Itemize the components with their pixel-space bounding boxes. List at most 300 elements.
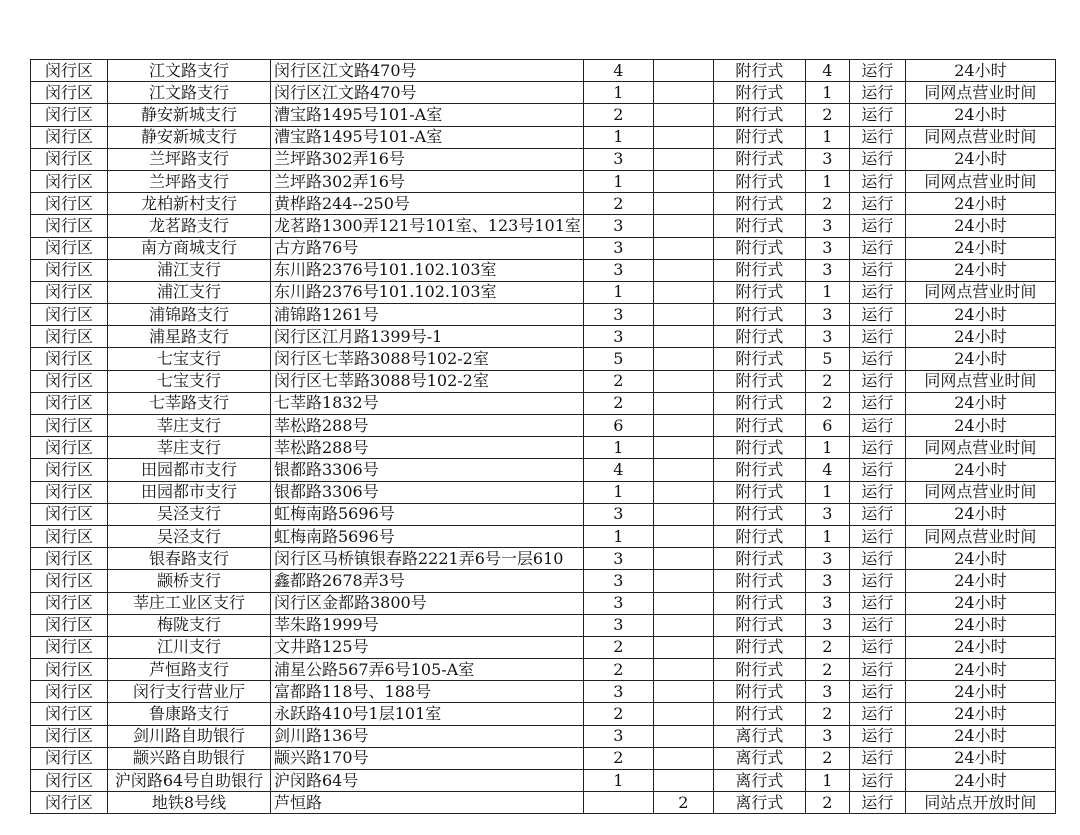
type-cell: 附行式 — [713, 304, 805, 326]
district-cell: 闵行区 — [31, 792, 108, 814]
extra-count-cell — [653, 215, 713, 237]
count-cell: 2 — [583, 747, 653, 769]
status-cell: 运行 — [849, 259, 905, 281]
hours-cell: 同网点营业时间 — [905, 437, 1055, 459]
district-cell: 闵行区 — [31, 570, 108, 592]
address-cell: 闵行区金都路3800号 — [271, 592, 584, 614]
quantity-cell: 2 — [805, 104, 849, 126]
extra-count-cell — [653, 503, 713, 525]
address-cell: 沪闵路64号 — [271, 770, 584, 792]
count-cell: 1 — [583, 770, 653, 792]
branch-cell: 鲁康路支行 — [108, 703, 271, 725]
quantity-cell: 3 — [805, 570, 849, 592]
table-row — [31, 281, 1056, 303]
hours-cell: 24小时 — [905, 548, 1055, 570]
table-row — [31, 259, 1056, 281]
type-cell: 附行式 — [713, 614, 805, 636]
table-row — [31, 348, 1056, 370]
quantity-cell: 3 — [805, 304, 849, 326]
hours-cell: 24小时 — [905, 592, 1055, 614]
address-cell: 芦恒路 — [271, 792, 584, 814]
table-row — [31, 415, 1056, 437]
quantity-cell: 3 — [805, 326, 849, 348]
extra-count-cell — [653, 459, 713, 481]
status-cell: 运行 — [849, 326, 905, 348]
table-row — [31, 659, 1056, 681]
hours-cell: 24小时 — [905, 148, 1055, 170]
branch-cell: 浦江支行 — [108, 259, 271, 281]
count-cell: 6 — [583, 415, 653, 437]
address-cell: 东川路2376号101.102.103室 — [271, 281, 584, 303]
table-row — [31, 570, 1056, 592]
extra-count-cell — [653, 725, 713, 747]
count-cell: 5 — [583, 348, 653, 370]
extra-count-cell — [653, 437, 713, 459]
extra-count-cell — [653, 548, 713, 570]
district-cell: 闵行区 — [31, 525, 108, 547]
district-cell: 闵行区 — [31, 770, 108, 792]
extra-count-cell — [653, 348, 713, 370]
district-cell: 闵行区 — [31, 437, 108, 459]
district-cell: 闵行区 — [31, 503, 108, 525]
district-cell: 闵行区 — [31, 703, 108, 725]
count-cell: 2 — [583, 703, 653, 725]
count-cell: 3 — [583, 503, 653, 525]
count-cell: 3 — [583, 326, 653, 348]
address-cell: 富都路118号、188号 — [271, 681, 584, 703]
type-cell: 离行式 — [713, 725, 805, 747]
table-row — [31, 193, 1056, 215]
quantity-cell: 1 — [805, 770, 849, 792]
type-cell: 附行式 — [713, 326, 805, 348]
table-row — [31, 104, 1056, 126]
quantity-cell: 3 — [805, 237, 849, 259]
branch-cell: 剑川路自助银行 — [108, 725, 271, 747]
count-cell: 3 — [583, 215, 653, 237]
quantity-cell: 2 — [805, 703, 849, 725]
branch-cell: 江文路支行 — [108, 82, 271, 104]
district-cell: 闵行区 — [31, 304, 108, 326]
status-cell: 运行 — [849, 304, 905, 326]
address-cell: 兰坪路302弄16号 — [271, 148, 584, 170]
hours-cell: 24小时 — [905, 237, 1055, 259]
extra-count-cell — [653, 747, 713, 769]
table-row — [31, 481, 1056, 503]
status-cell: 运行 — [849, 348, 905, 370]
branch-cell: 江川支行 — [108, 636, 271, 658]
address-cell: 鑫都路2678弄3号 — [271, 570, 584, 592]
district-cell: 闵行区 — [31, 681, 108, 703]
address-cell: 闵行区七莘路3088号102-2室 — [271, 348, 584, 370]
status-cell: 运行 — [849, 659, 905, 681]
table-row — [31, 304, 1056, 326]
table-row — [31, 392, 1056, 414]
hours-cell: 24小时 — [905, 104, 1055, 126]
count-cell: 3 — [583, 681, 653, 703]
hours-cell: 同网点营业时间 — [905, 525, 1055, 547]
status-cell: 运行 — [849, 592, 905, 614]
branch-cell: 沪闵路64号自助银行 — [108, 770, 271, 792]
type-cell: 附行式 — [713, 636, 805, 658]
type-cell: 附行式 — [713, 681, 805, 703]
branch-cell: 颛兴路自助银行 — [108, 747, 271, 769]
status-cell: 运行 — [849, 415, 905, 437]
type-cell: 附行式 — [713, 370, 805, 392]
count-cell: 3 — [583, 570, 653, 592]
branch-cell: 七宝支行 — [108, 348, 271, 370]
count-cell: 3 — [583, 614, 653, 636]
district-cell: 闵行区 — [31, 592, 108, 614]
table-row — [31, 681, 1056, 703]
count-cell: 1 — [583, 437, 653, 459]
table-row — [31, 725, 1056, 747]
district-cell: 闵行区 — [31, 481, 108, 503]
district-cell: 闵行区 — [31, 614, 108, 636]
district-cell: 闵行区 — [31, 348, 108, 370]
table-row — [31, 60, 1056, 82]
quantity-cell: 1 — [805, 281, 849, 303]
table-row — [31, 326, 1056, 348]
branch-cell: 地铁8号线 — [108, 792, 271, 814]
extra-count-cell — [653, 592, 713, 614]
type-cell: 离行式 — [713, 770, 805, 792]
extra-count-cell — [653, 481, 713, 503]
quantity-cell: 5 — [805, 348, 849, 370]
count-cell: 2 — [583, 636, 653, 658]
count-cell: 3 — [583, 304, 653, 326]
hours-cell: 24小时 — [905, 747, 1055, 769]
status-cell: 运行 — [849, 237, 905, 259]
hours-cell: 24小时 — [905, 570, 1055, 592]
address-cell: 黄桦路244--250号 — [271, 193, 584, 215]
branch-cell: 静安新城支行 — [108, 126, 271, 148]
quantity-cell: 3 — [805, 614, 849, 636]
extra-count-cell — [653, 304, 713, 326]
quantity-cell: 2 — [805, 193, 849, 215]
type-cell: 附行式 — [713, 215, 805, 237]
type-cell: 附行式 — [713, 82, 805, 104]
type-cell: 附行式 — [713, 570, 805, 592]
district-cell: 闵行区 — [31, 415, 108, 437]
status-cell: 运行 — [849, 126, 905, 148]
branch-cell: 浦江支行 — [108, 281, 271, 303]
extra-count-cell — [653, 370, 713, 392]
quantity-cell: 3 — [805, 681, 849, 703]
table-row — [31, 792, 1056, 814]
table-row — [31, 437, 1056, 459]
status-cell: 运行 — [849, 148, 905, 170]
extra-count-cell — [653, 614, 713, 636]
address-cell: 银都路3306号 — [271, 459, 584, 481]
hours-cell: 24小时 — [905, 770, 1055, 792]
extra-count-cell — [653, 659, 713, 681]
hours-cell: 24小时 — [905, 659, 1055, 681]
address-cell: 银都路3306号 — [271, 481, 584, 503]
quantity-cell: 1 — [805, 437, 849, 459]
extra-count-cell — [653, 126, 713, 148]
hours-cell: 24小时 — [905, 614, 1055, 636]
branch-cell: 颛桥支行 — [108, 570, 271, 592]
extra-count-cell — [653, 281, 713, 303]
status-cell: 运行 — [849, 193, 905, 215]
status-cell: 运行 — [849, 770, 905, 792]
district-cell: 闵行区 — [31, 126, 108, 148]
hours-cell: 同站点开放时间 — [905, 792, 1055, 814]
district-cell: 闵行区 — [31, 548, 108, 570]
address-cell: 漕宝路1495号101-A室 — [271, 126, 584, 148]
quantity-cell: 1 — [805, 170, 849, 192]
branch-cell: 江文路支行 — [108, 60, 271, 82]
quantity-cell: 2 — [805, 370, 849, 392]
hours-cell: 24小时 — [905, 60, 1055, 82]
branch-cell: 吴泾支行 — [108, 503, 271, 525]
count-cell: 1 — [583, 170, 653, 192]
table-row — [31, 636, 1056, 658]
branch-cell: 南方商城支行 — [108, 237, 271, 259]
district-cell: 闵行区 — [31, 725, 108, 747]
quantity-cell: 3 — [805, 548, 849, 570]
district-cell: 闵行区 — [31, 326, 108, 348]
type-cell: 附行式 — [713, 148, 805, 170]
hours-cell: 24小时 — [905, 725, 1055, 747]
quantity-cell: 2 — [805, 659, 849, 681]
extra-count-cell — [653, 193, 713, 215]
district-cell: 闵行区 — [31, 82, 108, 104]
extra-count-cell — [653, 104, 713, 126]
address-cell: 龙茗路1300弄121号101室、123号101室 — [271, 215, 584, 237]
district-cell: 闵行区 — [31, 104, 108, 126]
branch-cell: 龙茗路支行 — [108, 215, 271, 237]
hours-cell: 24小时 — [905, 326, 1055, 348]
count-cell: 2 — [583, 392, 653, 414]
quantity-cell: 4 — [805, 459, 849, 481]
quantity-cell: 3 — [805, 592, 849, 614]
extra-count-cell — [653, 60, 713, 82]
status-cell: 运行 — [849, 747, 905, 769]
table-row — [31, 703, 1056, 725]
type-cell: 附行式 — [713, 104, 805, 126]
table-row — [31, 82, 1056, 104]
address-cell: 闵行区七莘路3088号102-2室 — [271, 370, 584, 392]
count-cell: 2 — [583, 370, 653, 392]
hours-cell: 24小时 — [905, 703, 1055, 725]
type-cell: 附行式 — [713, 503, 805, 525]
count-cell: 2 — [583, 659, 653, 681]
hours-cell: 24小时 — [905, 215, 1055, 237]
count-cell: 3 — [583, 237, 653, 259]
type-cell: 附行式 — [713, 60, 805, 82]
status-cell: 运行 — [849, 570, 905, 592]
branch-cell: 田园都市支行 — [108, 481, 271, 503]
address-cell: 莘松路288号 — [271, 415, 584, 437]
quantity-cell: 1 — [805, 525, 849, 547]
count-cell — [583, 792, 653, 814]
address-cell: 闵行区江文路470号 — [271, 60, 584, 82]
type-cell: 附行式 — [713, 259, 805, 281]
table-row — [31, 170, 1056, 192]
type-cell: 附行式 — [713, 481, 805, 503]
extra-count-cell — [653, 392, 713, 414]
extra-count-cell — [653, 681, 713, 703]
type-cell: 附行式 — [713, 193, 805, 215]
address-cell: 闵行区江文路470号 — [271, 82, 584, 104]
district-cell: 闵行区 — [31, 459, 108, 481]
branch-cell: 兰坪路支行 — [108, 170, 271, 192]
hours-cell: 24小时 — [905, 459, 1055, 481]
hours-cell: 同网点营业时间 — [905, 481, 1055, 503]
status-cell: 运行 — [849, 525, 905, 547]
branch-cell: 七莘路支行 — [108, 392, 271, 414]
hours-cell: 同网点营业时间 — [905, 281, 1055, 303]
quantity-cell: 1 — [805, 82, 849, 104]
status-cell: 运行 — [849, 82, 905, 104]
type-cell: 附行式 — [713, 126, 805, 148]
district-cell: 闵行区 — [31, 215, 108, 237]
count-cell: 3 — [583, 592, 653, 614]
district-cell: 闵行区 — [31, 237, 108, 259]
hours-cell: 24小时 — [905, 304, 1055, 326]
type-cell: 附行式 — [713, 437, 805, 459]
hours-cell: 同网点营业时间 — [905, 126, 1055, 148]
district-cell: 闵行区 — [31, 60, 108, 82]
status-cell: 运行 — [849, 170, 905, 192]
district-cell: 闵行区 — [31, 193, 108, 215]
branch-cell: 莘庄工业区支行 — [108, 592, 271, 614]
table-row — [31, 126, 1056, 148]
table-row — [31, 237, 1056, 259]
status-cell: 运行 — [849, 459, 905, 481]
extra-count-cell: 2 — [653, 792, 713, 814]
status-cell: 运行 — [849, 725, 905, 747]
address-cell: 颛兴路170号 — [271, 747, 584, 769]
branch-cell: 银春路支行 — [108, 548, 271, 570]
hours-cell: 24小时 — [905, 348, 1055, 370]
table-row — [31, 503, 1056, 525]
branch-cell: 芦恒路支行 — [108, 659, 271, 681]
hours-cell: 同网点营业时间 — [905, 170, 1055, 192]
quantity-cell: 4 — [805, 60, 849, 82]
table-row — [31, 148, 1056, 170]
district-cell: 闵行区 — [31, 170, 108, 192]
status-cell: 运行 — [849, 703, 905, 725]
branch-cell: 兰坪路支行 — [108, 148, 271, 170]
branch-cell: 龙柏新村支行 — [108, 193, 271, 215]
type-cell: 离行式 — [713, 792, 805, 814]
count-cell: 3 — [583, 725, 653, 747]
table-row — [31, 614, 1056, 636]
extra-count-cell — [653, 703, 713, 725]
hours-cell: 24小时 — [905, 681, 1055, 703]
count-cell: 1 — [583, 281, 653, 303]
quantity-cell: 6 — [805, 415, 849, 437]
count-cell: 2 — [583, 104, 653, 126]
type-cell: 附行式 — [713, 592, 805, 614]
address-cell: 剑川路136号 — [271, 725, 584, 747]
status-cell: 运行 — [849, 636, 905, 658]
district-cell: 闵行区 — [31, 370, 108, 392]
type-cell: 附行式 — [713, 525, 805, 547]
type-cell: 附行式 — [713, 548, 805, 570]
quantity-cell: 2 — [805, 747, 849, 769]
hours-cell: 24小时 — [905, 259, 1055, 281]
extra-count-cell — [653, 636, 713, 658]
extra-count-cell — [653, 570, 713, 592]
extra-count-cell — [653, 148, 713, 170]
status-cell: 运行 — [849, 614, 905, 636]
status-cell: 运行 — [849, 548, 905, 570]
extra-count-cell — [653, 415, 713, 437]
status-cell: 运行 — [849, 392, 905, 414]
district-cell: 闵行区 — [31, 259, 108, 281]
status-cell: 运行 — [849, 481, 905, 503]
address-cell: 虹梅南路5696号 — [271, 525, 584, 547]
type-cell: 附行式 — [713, 348, 805, 370]
address-cell: 七莘路1832号 — [271, 392, 584, 414]
status-cell: 运行 — [849, 281, 905, 303]
hours-cell: 24小时 — [905, 392, 1055, 414]
address-cell: 永跃路410号1层101室 — [271, 703, 584, 725]
hours-cell: 24小时 — [905, 193, 1055, 215]
district-cell: 闵行区 — [31, 636, 108, 658]
branch-cell: 七宝支行 — [108, 370, 271, 392]
count-cell: 4 — [583, 60, 653, 82]
address-cell: 东川路2376号101.102.103室 — [271, 259, 584, 281]
extra-count-cell — [653, 82, 713, 104]
address-cell: 闵行区马桥镇银春路2221弄6号一层610 — [271, 548, 584, 570]
district-cell: 闵行区 — [31, 281, 108, 303]
status-cell: 运行 — [849, 681, 905, 703]
table-row — [31, 459, 1056, 481]
table-row — [31, 747, 1056, 769]
table-row — [31, 548, 1056, 570]
quantity-cell: 1 — [805, 481, 849, 503]
status-cell: 运行 — [849, 215, 905, 237]
branch-cell: 莘庄支行 — [108, 437, 271, 459]
address-cell: 虹梅南路5696号 — [271, 503, 584, 525]
branch-cell: 闵行支行营业厅 — [108, 681, 271, 703]
type-cell: 附行式 — [713, 459, 805, 481]
quantity-cell: 3 — [805, 259, 849, 281]
quantity-cell: 1 — [805, 126, 849, 148]
address-cell: 兰坪路302弄16号 — [271, 170, 584, 192]
hours-cell: 24小时 — [905, 415, 1055, 437]
count-cell: 2 — [583, 193, 653, 215]
district-cell: 闵行区 — [31, 659, 108, 681]
district-cell: 闵行区 — [31, 148, 108, 170]
type-cell: 附行式 — [713, 659, 805, 681]
hours-cell: 同网点营业时间 — [905, 82, 1055, 104]
address-cell: 古方路76号 — [271, 237, 584, 259]
extra-count-cell — [653, 170, 713, 192]
count-cell: 4 — [583, 459, 653, 481]
table-row — [31, 215, 1056, 237]
quantity-cell: 3 — [805, 503, 849, 525]
table-row — [31, 525, 1056, 547]
branch-cell: 梅陇支行 — [108, 614, 271, 636]
branch-cell: 吴泾支行 — [108, 525, 271, 547]
address-cell: 莘朱路1999号 — [271, 614, 584, 636]
status-cell: 运行 — [849, 437, 905, 459]
branch-cell: 浦锦路支行 — [108, 304, 271, 326]
atm-table — [30, 59, 1056, 814]
status-cell: 运行 — [849, 370, 905, 392]
status-cell: 运行 — [849, 104, 905, 126]
count-cell: 1 — [583, 126, 653, 148]
status-cell: 运行 — [849, 503, 905, 525]
table-row — [31, 370, 1056, 392]
count-cell: 3 — [583, 148, 653, 170]
count-cell: 1 — [583, 525, 653, 547]
